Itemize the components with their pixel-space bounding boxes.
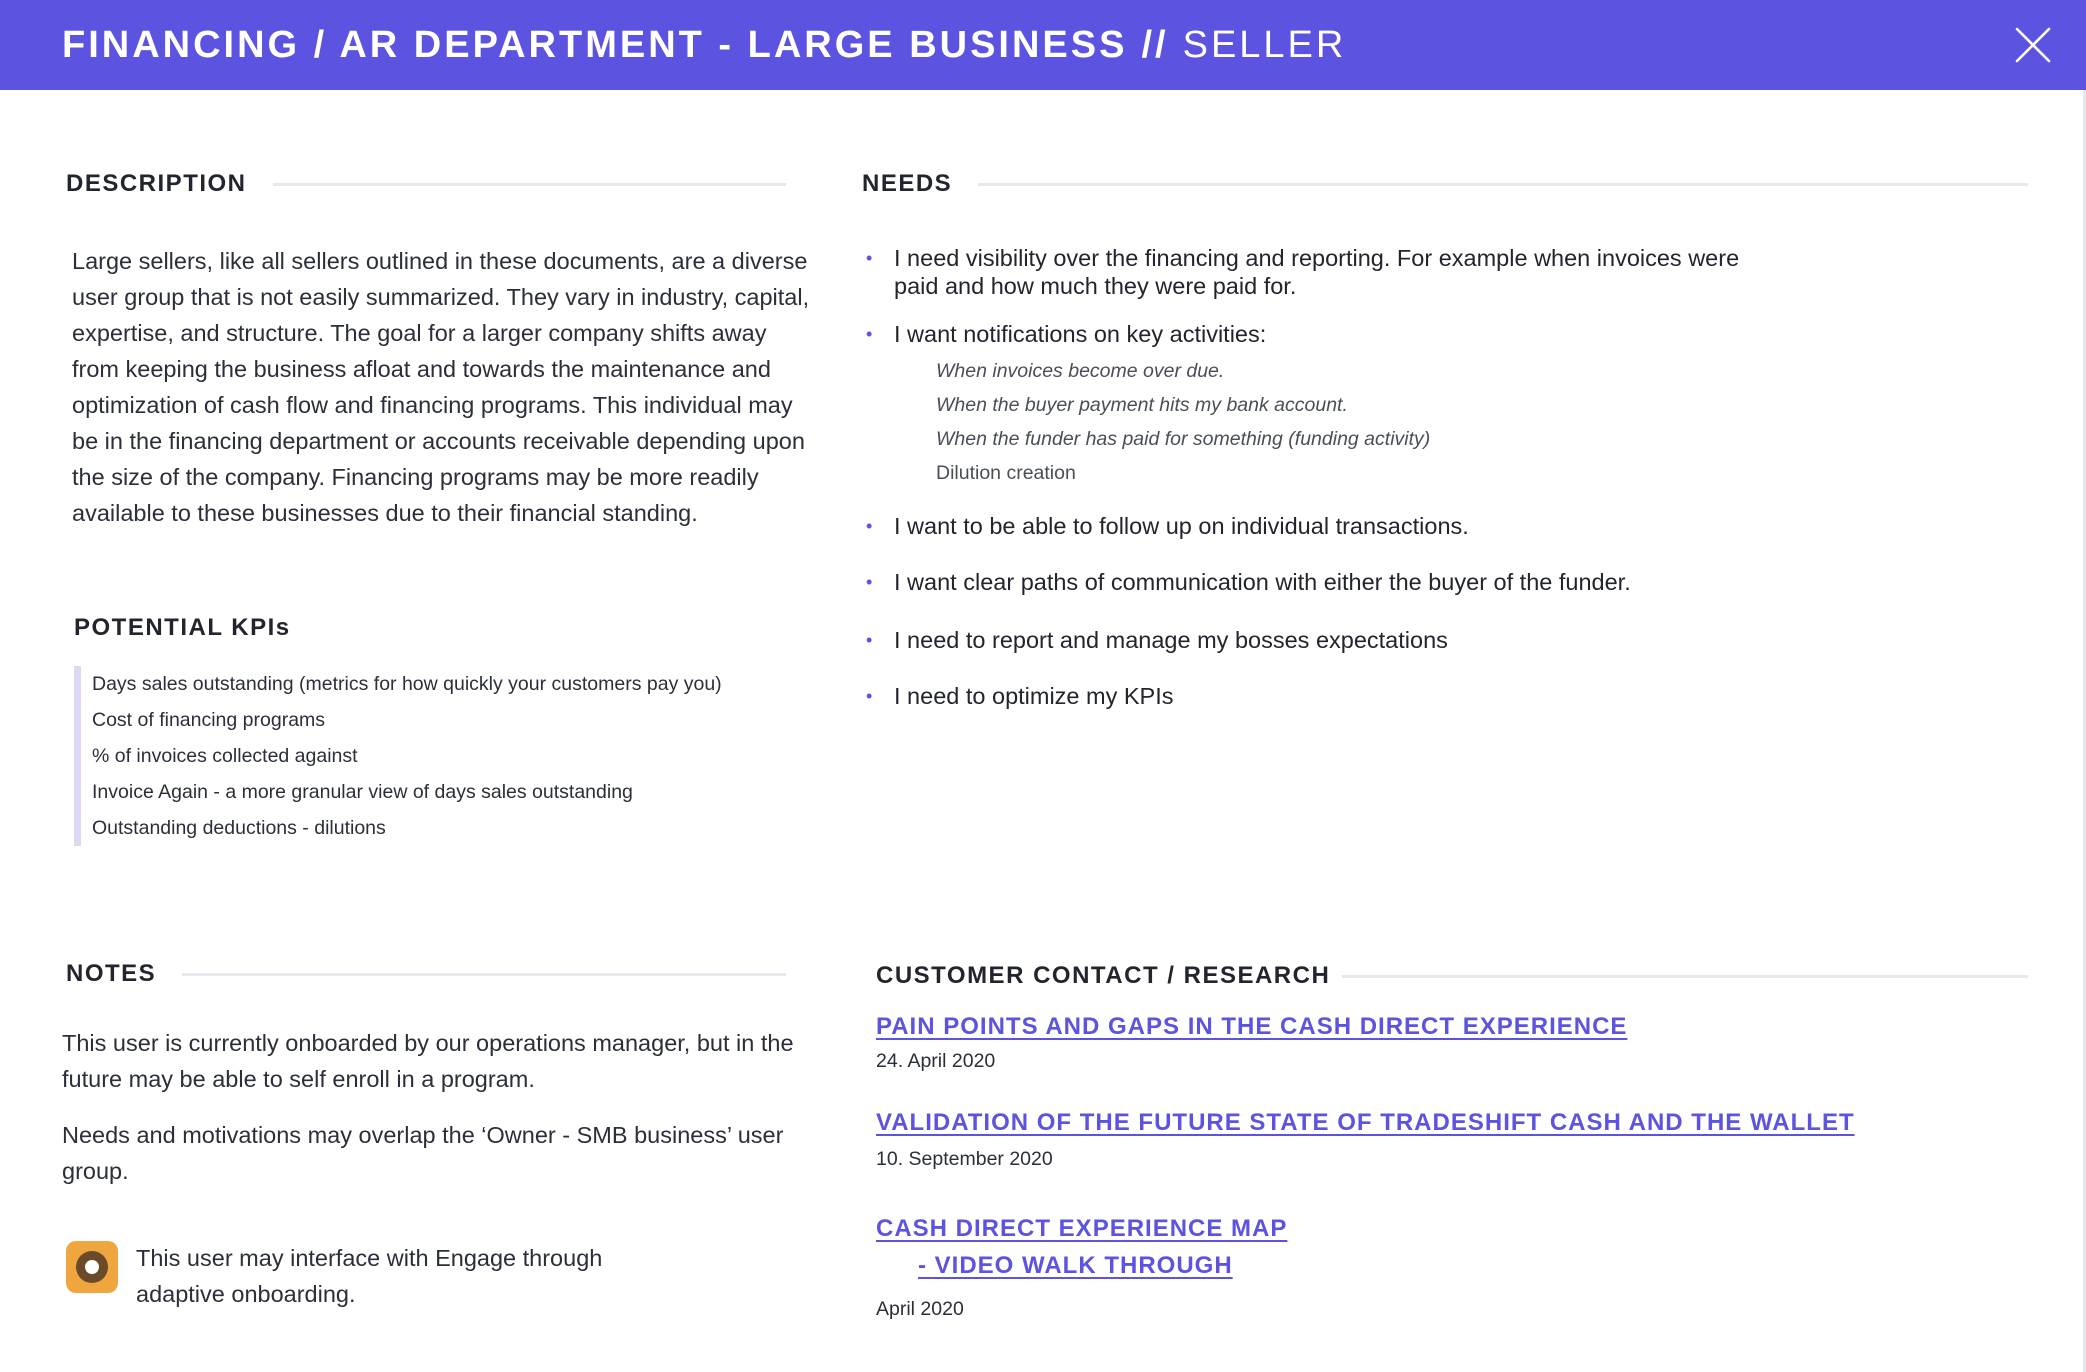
bullet: • xyxy=(866,248,873,268)
research-date: 24. April 2020 xyxy=(876,1050,996,1072)
research-date: April 2020 xyxy=(876,1298,964,1320)
notification-item: When invoices become over due. xyxy=(936,360,1225,382)
persona-role: SELLER xyxy=(1182,23,1347,66)
need-item xyxy=(866,244,1754,300)
description-text: Large sellers, like all sellers outlined in these documents, are a diverse user group that is not easily summarized. They vary in industry, capital, expertise, and structure. The goal for a larger company shifts away from keeping the business afloat and towards the maintenance and optimization of cash flow and financing programs. This individual may be in the financing department or accounts receivable depending upon the size of the company. Financing programs may be more readily available to these businesses due to their financial standing. xyxy=(72,248,810,526)
need-item xyxy=(866,682,1754,710)
needs-divider xyxy=(978,183,2028,186)
need-text: I want notifications on key activities: xyxy=(894,321,1267,347)
bullet: • xyxy=(866,686,873,706)
notification-list xyxy=(936,354,1430,490)
bullet: • xyxy=(866,572,873,592)
notes-paragraph: Needs and motivations may overlap the ‘Owner - SMB business’ user group. xyxy=(62,1122,784,1184)
notes-heading: NOTES xyxy=(66,960,157,987)
need-item xyxy=(866,320,1754,348)
notification-item: When the funder has paid for something (funding activity) xyxy=(936,428,1431,450)
research-link-video-walkthrough[interactable]: - VIDEO WALK THROUGH xyxy=(918,1252,1233,1279)
notification-item: Dilution creation xyxy=(936,462,1076,484)
needs-heading: NEEDS xyxy=(862,170,953,197)
research-heading: CUSTOMER CONTACT / RESEARCH xyxy=(876,962,1331,989)
bullet: • xyxy=(866,324,873,344)
bullet: • xyxy=(866,516,873,536)
panel-header xyxy=(0,0,2086,90)
title-separator: // xyxy=(1141,23,1169,66)
description-heading: DESCRIPTION xyxy=(66,170,247,197)
bullet: • xyxy=(866,630,873,650)
research-link-experience-map[interactable]: CASH DIRECT EXPERIENCE MAP xyxy=(876,1215,1288,1242)
kpi-item: Cost of financing programs xyxy=(92,709,326,731)
need-text: I want clear paths of communication with either the buyer of the funder. xyxy=(894,569,1631,595)
close-button[interactable] xyxy=(2014,26,2052,64)
notes-divider xyxy=(182,973,786,976)
kpi-item: Invoice Again - a more granular view of days sales outstanding xyxy=(92,781,633,803)
need-item xyxy=(866,626,1754,654)
kpi-item: % of invoices collected against xyxy=(92,745,358,767)
need-item xyxy=(866,568,1754,596)
research-section-header xyxy=(876,962,2028,990)
research-divider xyxy=(1342,975,2028,978)
need-text: I want to be able to follow up on individual transactions. xyxy=(894,513,1469,539)
description-section-header xyxy=(66,170,786,198)
close-icon xyxy=(2014,26,2052,64)
kpi-item: Outstanding deductions - dilutions xyxy=(92,817,386,839)
kpi-list xyxy=(74,666,814,846)
panel-title: FINANCING / AR DEPARTMENT - LARGE BUSINESS xyxy=(62,23,1128,66)
need-item xyxy=(866,512,1754,540)
need-text: I need visibility over the financing and reporting. For example when invoices were paid and how much they were paid for. xyxy=(894,245,1740,299)
engage-app-icon xyxy=(66,1241,118,1293)
needs-section-header xyxy=(862,170,2028,198)
need-text: I need to optimize my KPIs xyxy=(894,683,1174,709)
notes-section-header xyxy=(66,960,786,988)
kpi-item: Days sales outstanding (metrics for how quickly your customers pay you) xyxy=(92,673,722,695)
notification-item: When the buyer payment hits my bank account. xyxy=(936,394,1348,416)
need-text: I need to report and manage my bosses expectations xyxy=(894,627,1448,653)
notes-paragraph: This user is currently onboarded by our operations manager, but in the future may be able to self enroll in a program. xyxy=(62,1030,794,1092)
research-link-pain-points[interactable]: PAIN POINTS AND GAPS IN THE CASH DIRECT EXPERIENCE xyxy=(876,1013,1628,1040)
description-divider xyxy=(273,183,786,186)
engage-note: This user may interface with Engage through adaptive onboarding. xyxy=(136,1245,603,1307)
research-date: 10. September 2020 xyxy=(876,1148,1053,1170)
research-link-validation[interactable]: VALIDATION OF THE FUTURE STATE OF TRADESHIFT CASH AND THE WALLET xyxy=(876,1109,1855,1136)
kpi-heading: POTENTIAL KPIs xyxy=(74,614,291,641)
